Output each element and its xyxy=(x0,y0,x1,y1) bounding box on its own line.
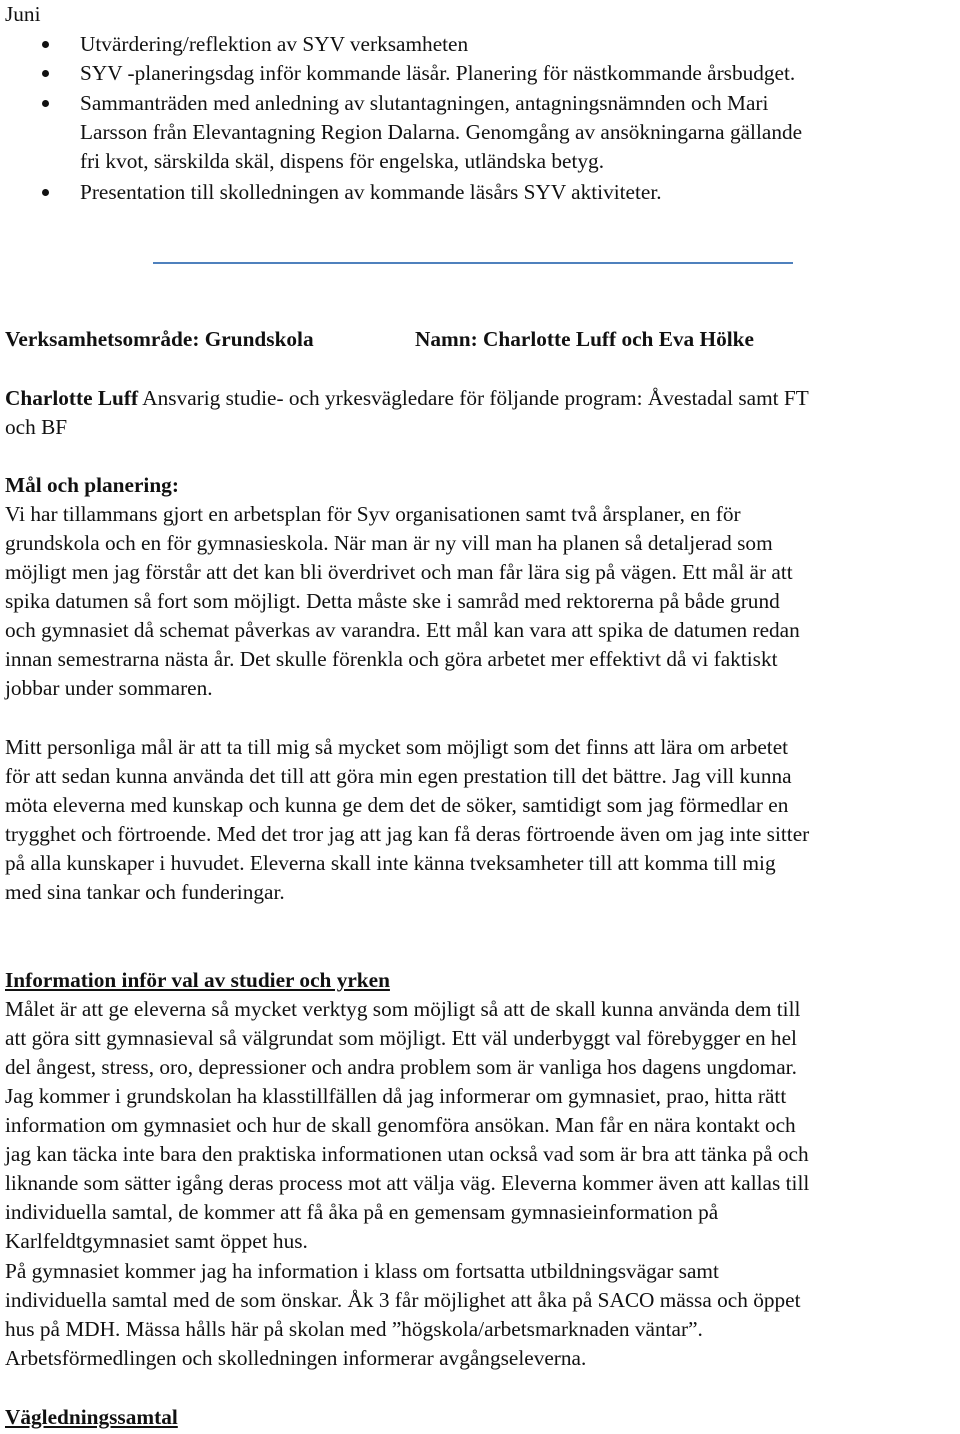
paragraph-line: Karlfeldtgymnasiet samt öppet hus. xyxy=(5,1229,308,1253)
bullet-text: Utvärdering/reflektion av SYV verksamheten xyxy=(80,32,469,56)
intro-line xyxy=(5,384,809,413)
bullet-text: Larsson från Elevantagning Region Dalarna. Genomgång av ansökningarna gällande xyxy=(80,120,803,144)
intro-line: och BF xyxy=(5,415,68,439)
paragraph-line: Vi har tillammans gjort en arbetsplan för Syv organisationen samt två årsplaner, en för xyxy=(5,502,741,526)
paragraph-line: grundskola och en för gymnasieskola. När man är ny vill man ha planen så detaljerad som xyxy=(5,531,773,555)
bullet-text: SYV -planeringsdag inför kommande läsår. Planering för nästkommande årsbudget. xyxy=(80,61,796,85)
guidance-heading: Vägledningssamtal xyxy=(5,1405,178,1429)
bullet-text: Sammanträden med anledning av slutantagningen, antagningsnämnden och Mari xyxy=(80,91,769,115)
bullet-icon xyxy=(42,41,49,48)
paragraph-line: trygghet och förtroende. Med det tror jag att jag kan få deras förtroende även om jag inte sitter xyxy=(5,822,810,846)
goals-heading: Mål och planering: xyxy=(5,473,179,497)
bullet-icon xyxy=(42,100,49,107)
paragraph-line: liknande som sätter igång deras process mot att välja väg. Eleverna kommer även att kallas till xyxy=(5,1171,810,1195)
paragraph-line: och gymnasiet då schemat påverkas av varandra. Ett mål kan vara att spika de datumen redan xyxy=(5,618,800,642)
bullet-text: Presentation till skolledningen av kommande läsårs SYV aktiviteter. xyxy=(80,180,662,204)
intro-name: Charlotte Luff xyxy=(5,386,139,410)
paragraph-line: Arbetsförmedlingen och skolledningen informerar avgångseleverna. xyxy=(5,1346,587,1370)
month-heading: Juni xyxy=(5,2,41,26)
paragraph-line: att göra sitt gymnasieval så välgrundat som möjligt. Ett väl underbyggt val förebygger en hel xyxy=(5,1026,797,1050)
intro-text: Ansvarig studie- och yrkesvägledare för följande program: Åvestadal samt FT xyxy=(138,386,809,410)
names-label: Namn: Charlotte Luff och Eva Hölke xyxy=(415,327,754,351)
paragraph-line: på alla kunskaper i huvudet. Eleverna skall inte känna tveksamheter till att komma till mig xyxy=(5,851,776,875)
info-heading: Information inför val av studier och yrken xyxy=(5,968,390,992)
paragraph-line: På gymnasiet kommer jag ha information i klass om fortsatta utbildningsvägar samt xyxy=(5,1259,719,1283)
area-label: Verksamhetsområde: Grundskola xyxy=(5,327,314,351)
paragraph-line: med sina tankar och funderingar. xyxy=(5,880,285,904)
bullet-text: fri kvot, särskilda skäl, dispens för engelska, utländska betyg. xyxy=(80,149,605,173)
paragraph-line: Mitt personliga mål är att ta till mig så mycket som möjligt som det finns att lära om arbetet xyxy=(5,735,789,759)
paragraph-line: del ångest, stress, oro, depressioner och andra problem som är vanliga hos dagens ungdomar. xyxy=(5,1055,797,1079)
paragraph-line: möta eleverna med kunskap och kunna ge dem det de söker, samtidigt som jag förmedlar en xyxy=(5,793,789,817)
paragraph-line: jag kan täcka inte bara den praktiska informationen utan också vad som är bra att tänka på och xyxy=(5,1142,809,1166)
bullet-icon xyxy=(42,189,49,196)
paragraph-line: hus på MDH. Mässa hålls här på skolan med ”högskola/arbetsmarknaden väntar”. xyxy=(5,1317,703,1341)
section-divider xyxy=(153,262,793,264)
paragraph-line: individuella samtal med de som önskar. Åk 3 får möjlighet att åka på SACO mässa och öppet xyxy=(5,1288,801,1312)
paragraph-line: jobbar under sommaren. xyxy=(5,676,213,700)
paragraph-line: innan semestrarna nästa år. Det skulle förenkla och göra arbetet mer effektivt då vi faktiskt xyxy=(5,647,778,671)
bullet-icon xyxy=(42,70,49,77)
paragraph-line: för att sedan kunna använda det till att göra min egen prestation till det bättre. Jag vill kunna xyxy=(5,764,792,788)
paragraph-line: Jag kommer i grundskolan ha klasstillfällen då jag informerar om gymnasiet, prao, hitta rätt xyxy=(5,1084,787,1108)
paragraph-line: möjligt men jag förstår att det kan bli överdrivet och man får lära sig på vägen. Ett mål är att xyxy=(5,560,793,584)
paragraph-line: individuella samtal, de kommer att få åka på en gemensam gymnasieinformation på xyxy=(5,1200,719,1224)
paragraph-line: spika datumen så fort som möjligt. Detta måste ske i samråd med rektorerna på både grund xyxy=(5,589,780,613)
paragraph-line: Målet är att ge eleverna så mycket verktyg som möjligt så att de skall kunna använda dem till xyxy=(5,997,801,1021)
paragraph-line: information om gymnasiet och hur de skall genomföra ansökan. Man får en nära kontakt och xyxy=(5,1113,796,1137)
